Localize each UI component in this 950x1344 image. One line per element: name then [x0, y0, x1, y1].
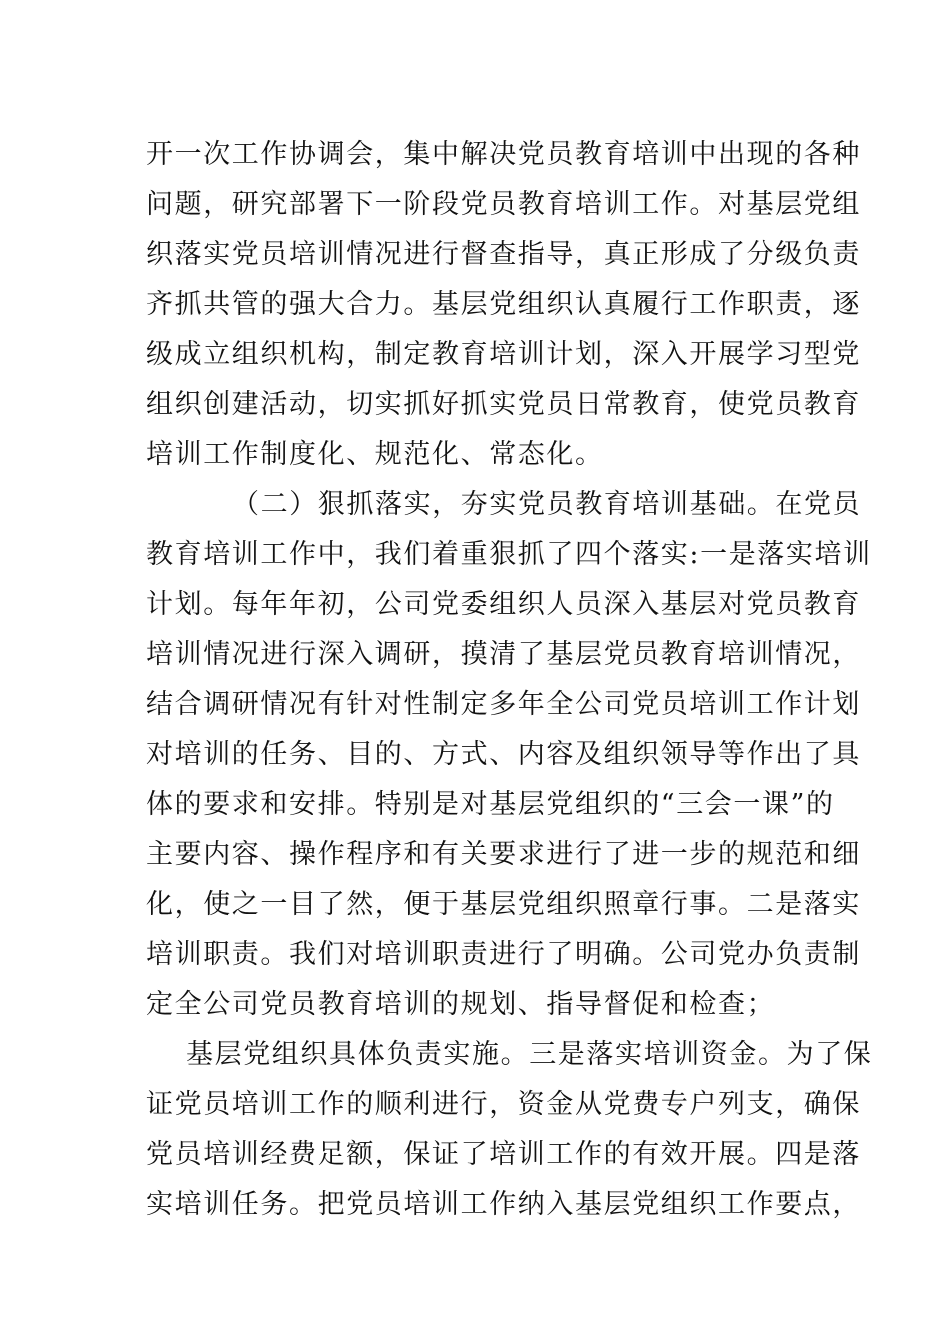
text-line: 培训情况进行深入调研，摸清了基层党员教育培训情况， [146, 639, 861, 670]
text-line: 组织创建活动，切实抓好抓实党员日常教育，使党员教育 [146, 389, 861, 420]
text-line: 教育培训工作中，我们着重狠抓了四个落实:一是落实培训 [146, 539, 872, 570]
text-line: 对培训的任务、目的、方式、内容及组织领导等作出了具 [146, 739, 861, 770]
paragraph-start-line: 基层党组织具体负责实施。三是落实培训资金。为了保 [186, 1039, 873, 1070]
text-line: 培训工作制度化、规范化、常态化。 [146, 439, 604, 470]
text-line: 齐抓共管的强大合力。基层党组织认真履行工作职责，逐 [146, 289, 861, 320]
text-line: 主要内容、操作程序和有关要求进行了进一步的规范和细 [146, 839, 861, 870]
paragraph-heading-line: （二）狠抓落实，夯实党员教育培训基础。在党员 [232, 489, 862, 520]
text-line: 计划。每年年初，公司党委组织人员深入基层对党员教育 [146, 589, 861, 620]
text-line: 级成立组织机构，制定教育培训计划，深入开展学习型党 [146, 339, 861, 370]
text-line: 问题，研究部署下一阶段党员教育培训工作。对基层党组 [146, 189, 861, 220]
text-line: 培训职责。我们对培训职责进行了明确。公司党办负责制 [146, 939, 861, 970]
text-line: 结合调研情况有针对性制定多年全公司党员培训工作计划 [146, 689, 861, 720]
text-line: 证党员培训工作的顺利进行，资金从党费专户列支，确保 [146, 1089, 861, 1120]
text-line: 化，使之一目了然，便于基层党组织照章行事。二是落实 [146, 889, 861, 920]
text-line: 开一次工作协调会，集中解决党员教育培训中出现的各种 [146, 139, 861, 170]
text-line: 定全公司党员教育培训的规划、指导督促和检查； [146, 989, 776, 1020]
text-line: 织落实党员培训情况进行督查指导，真正形成了分级负责 [146, 239, 861, 270]
text-line: 实培训任务。把党员培训工作纳入基层党组织工作要点， [146, 1189, 861, 1220]
text-line: 体的要求和安排。特别是对基层党组织的“三会一课”的 [146, 789, 835, 820]
text-line: 党员培训经费足额，保证了培训工作的有效开展。四是落 [146, 1139, 861, 1170]
